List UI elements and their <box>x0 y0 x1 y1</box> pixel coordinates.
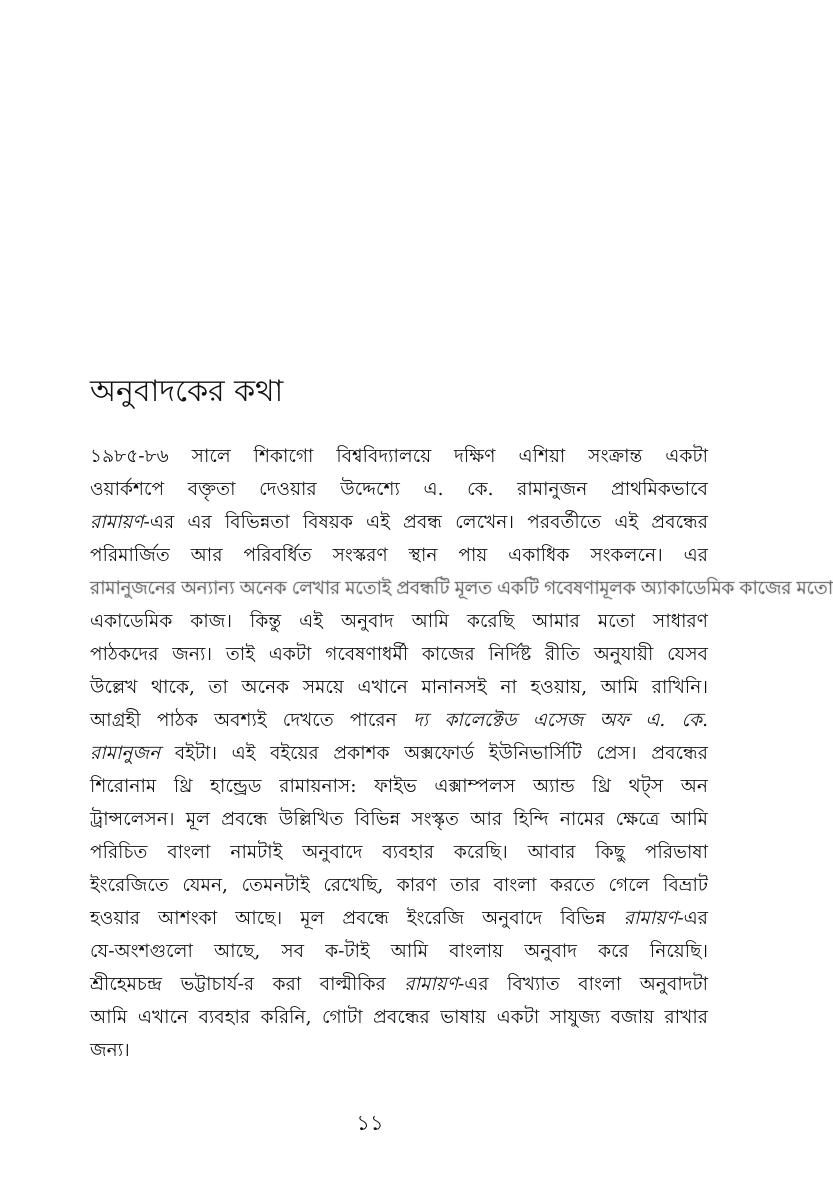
text-fragment: -এর <box>677 908 708 929</box>
text-line <box>90 506 708 539</box>
text-line: পরিমার্জিত আর পরিবর্ধিত সংস্করণ স্থান পায় একাধিক সংকলনে। এর <box>90 545 708 566</box>
text-line: একাডেমিক কাজ। কিন্তু এই অনুবাদ আমি করেছি আমার মতো সাধারণ <box>90 611 708 632</box>
text-fragment: শ্রীহেমচন্দ্র ভট্টাচার্য-র করা বাল্মীকির <box>90 974 386 995</box>
body-paragraph <box>90 440 833 1067</box>
italic-title: রামায়ণ <box>90 512 144 533</box>
text-fragment: আগ্রহী পাঠক অবশ্যই দেখতে পারেন <box>90 710 397 731</box>
chapter-heading: অনুবাদকের কথা <box>90 374 284 409</box>
smudged-text-line: রামানুজনের অন্যান্য অনেক লেখার মতোই প্রবন্ধটি মূলত একটি গবেষণামূলক অ্যাকাডেমিক কাজের মতো <box>90 578 833 599</box>
text-line: ট্রান্সলেসন। মূল প্রবন্ধে উল্লিখিত বিভিন্ন সংস্কৃত আর হিন্দি নামের ক্ষেত্রে আমি <box>90 809 708 830</box>
text-line: জন্য। <box>90 1040 130 1061</box>
text-line <box>90 704 708 737</box>
text-line: পাঠকদের জন্য। তাই একটা গবেষণাধর্মী কাজের নির্দিষ্ট রীতি অনুযায়ী যেসব <box>90 644 708 665</box>
text-line: ১৯৮৫-৮৬ সালে শিকাগো বিশ্ববিদ্যালয়ে দক্ষিণ এশিয়া সংক্রান্ত একটা <box>90 446 708 467</box>
text-fragment: হওয়ার আশংকা আছে। মূল প্রবন্ধে ইংরেজি অনুবাদে বিভিন্ন <box>90 908 606 929</box>
text-line: উল্লেখ থাকে, তা অনেক সময়ে এখানে মানানসই না হওয়ায়, আমি রাখিনি। <box>90 677 708 698</box>
text-line: ইংরেজিতে যেমন, তেমনটাই রেখেছি, কারণ তার বাংলা করতে গেলে বিভ্রাট <box>90 875 708 896</box>
page-number: ১১ <box>356 1111 384 1135</box>
text-fragment: বইটা। এই বইয়ের প্রকাশক অক্সফোর্ড ইউনিভার্সিটি প্রেস। প্রবন্ধের <box>174 743 708 764</box>
text-line: যে-অংশগুলো আছে, সব ক-টাই আমি বাংলায় অনুবাদ করে নিয়েছি। <box>90 941 708 962</box>
text-line <box>90 737 708 770</box>
italic-title: রামানুজন <box>90 743 161 764</box>
text-line: ওয়ার্কশপে বক্তৃতা দেওয়ার উদ্দেশ্যে এ. কে. রামানুজন প্রাথমিকভাবে <box>90 479 708 500</box>
text-fragment: -এর বিখ্যাত বাংলা অনুবাদটা <box>457 974 708 995</box>
italic-title: রামায়ণ <box>404 974 458 995</box>
text-fragment: -এর <box>143 512 175 533</box>
text-line: শিরোনাম থ্রি হান্ড্রেড রামায়নাস: ফাইভ এক্সাম্পলস অ্যান্ড থ্রি থট্‌স অন <box>90 776 708 797</box>
text-line <box>90 902 708 935</box>
italic-title: দ্য কালেক্টেড এসেজ অফ এ. কে. <box>412 710 708 731</box>
text-line: আমি এখানে ব্যবহার করিনি, গোটা প্রবন্ধের ভাষায় একটা সাযুজ্য বজায় রাখার <box>90 1007 708 1028</box>
italic-title: রামায়ণ <box>623 908 678 929</box>
text-line <box>90 968 708 1001</box>
text-fragment: এর বিভিন্নতা বিষয়ক এই প্রবন্ধ লেখেন। পরবর্তীতে এই প্রবন্ধের <box>187 512 708 533</box>
text-line: পরিচিত বাংলা নামটাই অনুবাদে ব্যবহার করেছি। আবার কিছু পরিভাষা <box>90 842 708 863</box>
